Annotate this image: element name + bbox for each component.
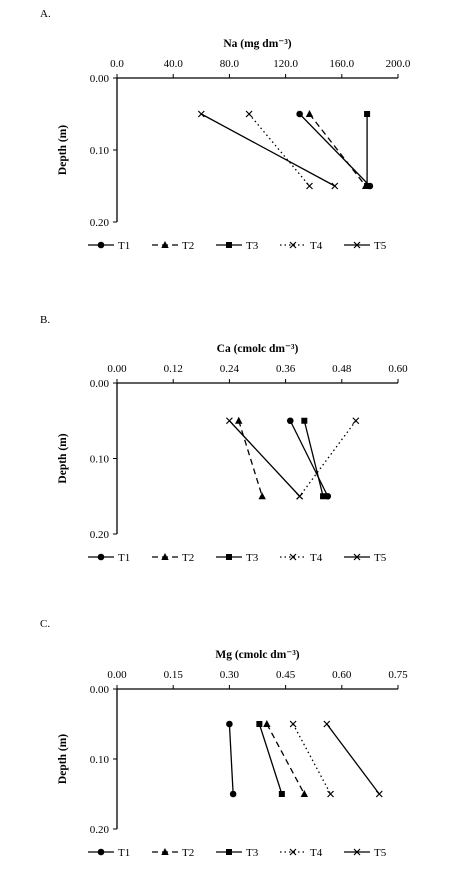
y-tick-label: 0.00 (89, 378, 109, 390)
legend (88, 847, 387, 859)
data-point (256, 721, 262, 727)
y-tick-label: 0.00 (89, 684, 109, 696)
x-tick-label: 0.00 (107, 669, 127, 681)
data-point (297, 493, 303, 499)
series-line (309, 114, 365, 186)
x-tick-label: 80.0 (219, 58, 240, 70)
x-tick-label: 0.60 (388, 363, 408, 375)
series-t3 (364, 111, 370, 189)
data-point (296, 111, 303, 118)
legend-label: T1 (118, 240, 131, 252)
x-tick-label: 120.0 (273, 58, 298, 70)
panel-label: B. (40, 314, 51, 326)
series-line (293, 724, 330, 794)
data-point (301, 790, 308, 797)
y-tick-label: 0.10 (89, 754, 109, 766)
x-tick-label: 0.00 (107, 363, 127, 375)
series-line (290, 421, 327, 497)
data-point (258, 492, 265, 499)
series-line (304, 421, 323, 497)
legend-marker (290, 849, 296, 855)
legend-label: T5 (374, 552, 387, 564)
data-point (332, 183, 338, 189)
data-point (198, 111, 204, 117)
legend-marker (226, 554, 232, 560)
series-t4 (246, 111, 312, 189)
data-point (320, 493, 326, 499)
data-point (290, 721, 296, 727)
legend-label: T1 (118, 847, 131, 859)
panel-label: A. (40, 8, 51, 20)
legend-label: T5 (374, 240, 387, 252)
data-point (230, 791, 237, 798)
series-line (300, 114, 370, 186)
legend-label: T3 (246, 847, 259, 859)
data-point (263, 720, 270, 727)
x-tick-label: 160.0 (329, 58, 355, 70)
y-tick-label: 0.10 (89, 145, 109, 157)
series-t3 (301, 418, 326, 500)
series-line (300, 421, 356, 497)
legend-marker (98, 849, 105, 856)
chart-panel-3 (40, 618, 408, 859)
y-tick-label: 0.00 (89, 73, 109, 85)
series-t5 (324, 721, 382, 797)
series-line (239, 421, 262, 497)
legend-label: T1 (118, 552, 131, 564)
series-t2 (306, 110, 370, 189)
legend-label: T4 (310, 847, 323, 859)
series-line (267, 724, 304, 794)
legend-label: T2 (182, 847, 195, 859)
series-t2 (235, 417, 266, 500)
x-tick-label: 0.36 (275, 363, 296, 375)
x-tick-label: 0.75 (388, 669, 408, 681)
series-line (259, 724, 281, 794)
series-line (327, 724, 379, 794)
legend-marker (226, 849, 232, 855)
data-point (287, 417, 294, 424)
legend (88, 552, 387, 564)
legend-label: T2 (182, 240, 195, 252)
series-t1 (296, 111, 373, 190)
y-axis-title: Depth (m) (57, 124, 69, 176)
panel-label: C. (40, 618, 51, 630)
x-tick-label: 0.15 (163, 669, 183, 681)
series-t1 (226, 721, 236, 798)
data-point (226, 418, 232, 424)
data-point (364, 183, 370, 189)
y-tick-label: 0.20 (89, 824, 109, 836)
data-point (306, 183, 312, 189)
series-t5 (226, 418, 302, 500)
data-point (235, 417, 242, 424)
x-tick-label: 0.12 (163, 363, 183, 375)
legend-label: T3 (246, 240, 259, 252)
chart-panel-1 (40, 8, 411, 252)
data-point (301, 418, 307, 424)
data-point (364, 111, 370, 117)
x-tick-label: 0.30 (219, 669, 240, 681)
legend-label: T5 (374, 847, 387, 859)
legend-label: T2 (182, 552, 195, 564)
series-line (201, 114, 334, 186)
legend-marker (98, 242, 105, 249)
x-axis-title: Na (mg dm⁻³) (223, 38, 292, 50)
series-line (229, 724, 233, 794)
data-point (226, 721, 233, 728)
data-point (376, 791, 382, 797)
y-axis-title: Depth (m) (57, 733, 69, 785)
x-tick-label: 0.45 (275, 669, 296, 681)
legend-label: T4 (310, 552, 323, 564)
legend-marker (98, 554, 105, 561)
data-point (353, 418, 359, 424)
x-axis-title: Ca (cmolc dm⁻³) (216, 343, 299, 355)
series-line (249, 114, 309, 186)
x-tick-label: 40.0 (163, 58, 183, 70)
series-t1 (287, 417, 331, 499)
y-tick-label: 0.20 (89, 529, 109, 541)
series-t4 (290, 721, 333, 797)
x-tick-label: 0.24 (219, 363, 240, 375)
x-axis-title: Mg (cmolc dm⁻³) (215, 649, 300, 661)
series-line (229, 421, 299, 497)
y-tick-label: 0.10 (89, 453, 109, 466)
legend-marker (226, 242, 232, 248)
x-tick-label: 0.60 (332, 669, 352, 681)
legend-marker (290, 242, 296, 248)
legend (88, 240, 387, 252)
chart-panel-2 (40, 314, 408, 564)
y-tick-label: 0.20 (89, 217, 109, 229)
legend-marker (290, 554, 296, 560)
legend-label: T3 (246, 552, 259, 564)
data-point (279, 791, 285, 797)
data-point (246, 111, 252, 117)
data-point (324, 721, 330, 727)
data-point (328, 791, 334, 797)
y-axis-title: Depth (m) (57, 433, 69, 484)
x-tick-label: 200.0 (385, 58, 411, 70)
x-tick-label: 0.48 (332, 363, 352, 375)
data-point (306, 110, 313, 117)
x-tick-label: 0.0 (110, 58, 124, 70)
legend-label: T4 (310, 240, 323, 252)
series-t3 (256, 721, 284, 797)
